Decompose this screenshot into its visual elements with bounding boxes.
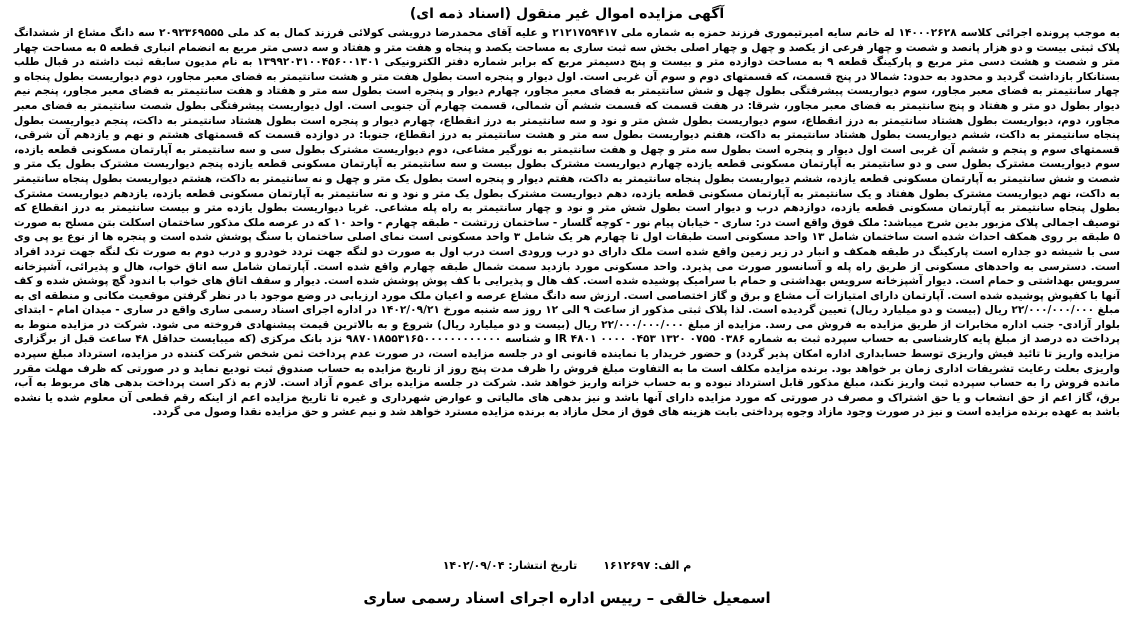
signature-line: اسمعیل خالقی – رییس اداره اجرای اسناد رسمی ساری bbox=[363, 589, 771, 607]
footer-separator bbox=[585, 558, 595, 574]
notice-title: آگهی مزایده اموال غیر منقول (اسناد ذمه ای) bbox=[409, 6, 725, 22]
publish-date: تاریخ انتشار: ۱۴۰۲/۰۹/۰۴ bbox=[442, 559, 578, 572]
notice-footer bbox=[6, 558, 1128, 608]
auction-notice bbox=[6, 4, 1128, 624]
footer-meta bbox=[6, 558, 1128, 574]
reference-number: م الف: ۱۶۱۲۶۹۷ bbox=[603, 559, 692, 572]
notice-body: به موجب پرونده اجرائی کلاسه ۱۴۰۰۰۲۶۲۸ له خانم سایه امیرتیموری فرزند حمزه به شماره ملی ۲۱۲۱۷۵۹۴۱۷ و علیه آقای محمدرضا درویشی کولائی فرزند کمال به کد ملی ۲۰۹۲۳۶۹۵۵۵ سه دانگ مشاع از ششدانگ پلاک ثبتی بیست و دو هزار پانصد و شصت و چهار فرعی از یکصد و چهل و چهار اصلی بخش سه ثبت ساری به مساحت یکصد و پنجاه و هفت متر و هفتاد و سه دسی متر مربع به انضمام انباری قطعه ۵ به مساحت چهار متر و شصت و هشت دسی متر مربع و پارکینگ قطعه ۹ به مساحت دوازده متر و بیست و پنج دسیمتر مربع که برابر شماره دفتر الکترونیکی ۱۳۹۹۲۰۳۱۰۰۴۵۶۰۰۱۳۰۱ به نام مدیون سابقه ثبت داشته در قبال طلب بستانکار بازداشت گردید و محدود به حدود: شمالا در پنج قسمت، که قسمتهای دوم و سوم آن غربی است. اول دیوار و پنجره است بطول هفت متر و هشت سانتیمتر به فضای معبر مجاور، دوم دیواریست بطول پنجاه و چهار سانتیمتر به فضای معبر مجاور، سوم دیواریست پیشرفتگی بطول چهل و شش سانتیمتر به فضای معبر مجاور، چهارم دیوار و پنجره است بطول سه متر و هفتاد و هفت سانتیمتر به فضای معبر مجاور، پنجم نیم دیوار بطول دو متر و هفتاد و پنج سانتیمتر به فضای معبر مجاور، شرقا: در هفت قسمت که قسمت ششم آن شمالی، قسمت چهارم آن جنوبی است. اول دیواریست پیشرفتگی بطول شصت سانتیمتر به فضای معبر مجاور، دوم، دیواریست بطول هشتاد سانتیمتر به درز انقطاع، سوم دیواریست بطول شش متر و نود و سه سانتیمتر به درز انقطاع، چهارم دیوار و پنجره است بطول هشتاد سانتیمتر به داکت، پنجم دیواریست بطول پنجاه سانتیمتر به داکت، ششم دیواریست بطول هشتاد سانتیمتر به داکت، هفتم دیواریست بطول سه متر و هشت سانتیمتر به درز انقطاع، جنوبا: در دوازده قسمت که قسمتهای هشتم و نهم و یازدهم آن شرقی، قسمتهای سوم و پنجم و ششم آن غربی است اول دیوار و پنجره است بطول سه متر و چهل و هفت سانتیمتر به نورگیر مشاعی، دوم دیواریست مشترک بطول سی و سه سانتیمتر به آپارتمان مسکونی قطعه یازده، سوم دیواریست مشترک بطول سی و دو سانتیمتر به آپارتمان مسکونی قطعه یازده چهارم دیواریست مشترک بطول بیست و سه سانتیمتر به آپارتمان مسکونی قطعه یازده پنجم دیواریست مشترک بطول یک متر و شصت و شش سانتیمتر به آپارتمان مسکونی قطعه یازده، ششم دیواریست بطول پنجاه سانتیمتر به داکت، هفتم دیوار و پنجره است بطول یک متر و چهل و نه سانتیمتر به داکت، هشتم دیواریست بطول پنجاه سانتیمتر به داکت، نهم دیواریست مشترک بطول هفتاد و یک سانتیمتر به آپارتمان مسکونی قطعه یازده، دهم دیواریست مشترک بطول یک متر و نود و نه سانتیمتر به آپارتمان مسکونی قطعه یازده، یازدهم دیواریست مشترک بطول پنجاه سانتیمتر به آپارتمان مسکونی قطعه یازده، دوازدهم درب و دیوار است بطول شش متر و نود و چهار سانتیمتر به راه پله مشاعی. غربا دیواریست بطول یازده متر و بیست سانتیمتر به درز انقطاع که توصیف اجمالی پلاک مزبور بدین شرح میباشد: ملک فوق واقع است در: ساری - خیابان پیام نور - کوچه گلسار - ساختمان زرتشت - طبقه چهارم - واحد ۱۰ که در عرصه ملک مذکور ساختمان اسکلت بتن مسلح به صورت ۵ طبقه بر روی همکف احداث شده است ساختمان شامل ۱۳ واحد مسکونی است طبقات اول تا چهارم هر یک شامل ۳ واحد مسکونی است نمای اصلی ساختمان با سنگ پوشش شده است و پنجره ها از نوع یو پی وی سی با شیشه دو جداره است پارکینگ در طبقه همکف و انبار در زیر زمین واقع شده است ملک دارای دو درب ورودی است درب اول به صورت دو لنگه جهت تردد خودرو و درب دوم به صورت تک لنگه جهت تردد افراد است. دسترسی به واحدهای مسکونی از طریق راه پله و آسانسور صورت می پذیرد. واحد مسکونی مورد بازدید سمت شمال طبقه چهارم واقع شده است. آپارتمان شامل سه اتاق خواب، هال و پذیرائی، آشپزخانه سرویس بهداشتی و حمام است. دیوار آشپزخانه سرویس بهداشتی و حمام با سرامیک پوشیده شده است. کف هال و پذیرایی با کف پوش پوشش شده است. دیوار و سقف اتاق های خواب با اندود گچ پوشش شده و کف آنها با کفپوش پوشیده شده است. آپارتمان دارای امتیازات آب مشاع و برق و گاز اختصاصی است. ارزش سه دانگ مشاع عرصه و اعیان ملک مورد ارزیابی در وضع موجود با در نظر گرفتن موقعیت مکانی و منطقه ای به مبلغ ۲۲/۰۰۰/۰۰۰/۰۰۰ ریال (بیست و دو میلیارد ریال) تعیین گردیده است. لذا پلاک ثبتی مذکور از ساعت ۹ الی ۱۲ روز سه شنبه مورخ ۱۴۰۲/۰۹/۲۱ در اداره اجرای اسناد رسمی ساری واقع در ساری - میدان امام - ابتدای بلوار آزادی- جنب اداره مخابرات از طریق مزایده به فروش می رسد. مزایده از مبلغ ۲۲/۰۰۰/۰۰۰/۰۰۰ ریال (بیست و دو میلیارد ریال) شروع و به بالاترین قیمت پیشنهادی فروخته می شود. شرکت در مزایده منوط به پرداخت ده درصد از مبلغ پایه کارشناسی به حساب سپرده ثبت به شماره ۰۳۸۶ ۰۷۵۵ ۱۳۲۰ ۰۴۵۳ ۰۰۰۰ ۴۸۰۱ IR و شناسه ۹۸۷۰۱۸۵۵۳۱۶۵۰۰۰۰۰۰۰۰۰۰۰۰ نزد بانک مرکزی (که میبایست حداقل ۴۸ ساعت قبل از برگزاری مزایده واریز تا تائید فیش واریزی توسط حسابداری اداره امکان پذیر گردد) و حضور خریدار یا نماینده قانونی او در جلسه مزایده است، در صورت عدم پرداخت ثمن شخص شرکت کننده در مزایده، استرداد مبلغ سپرده واریزی بعلت رعایت تشریفات اداری زمان بر خواهد بود. برنده مزایده مکلف است ما به التفاوت مبلغ فروش را ظرف مدت پنج روز از تاریخ مزایده به حساب صندوق ثبت تودیع نماید و در صورتی که ظرف مهلت مقرر مانده فروش را به حساب سپرده ثبت واریز نکند، مبلغ مذکور قابل استرداد نبوده و به حساب خزانه واریز خواهد شد. شرکت در جلسه مزایده برای عموم آزاد است. لازم به ذکر است پرداخت بدهی های مربوط به آب، برق، گاز اعم از حق انشعاب و یا حق اشتراک و مصرف در صورتی که مورد مزایده دارای آنها باشد و نیز بدهی های مالیاتی و عوارض شهرداری و غیره تا تاریخ مزایده اعم از اینکه رقم قطعی آن معلوم شده یا نشده باشد به عهده برنده مزایده است و نیز در صورت وجود مازاد وجوه پرداختی بابت هزینه های فوق از محل مازاد به برنده مزایده مسترد خواهد شد و نیم عشر و حق مزایده نقدا وصول می گردد. bbox=[14, 27, 1120, 419]
